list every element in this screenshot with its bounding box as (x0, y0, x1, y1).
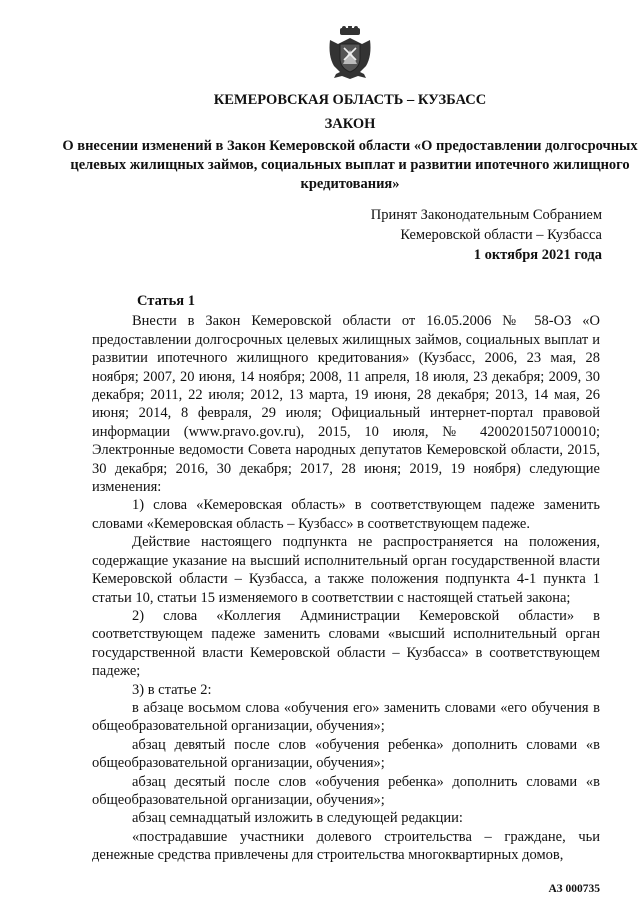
adoption-date: 1 октября 2021 года (473, 247, 602, 263)
paragraph: 1) слова «Кемеровская область» в соответствующем падеже заменить словами «Кемеровская область – Кузбасс» в соответствующем падеже. (92, 497, 600, 532)
coat-of-arms-icon (326, 26, 374, 80)
paragraph: 2) слова «Коллегия Администрации Кемеровской области» в соответствующем падеже заменить словами «высший исполнительный орган государственной власти Кемеровской области – Кузбасса» в соответствующем падеже; (92, 607, 600, 680)
adoption-line-1: Принят Законодательным Собранием (370, 207, 602, 223)
adoption-block (371, 205, 602, 265)
article-heading: Статья 1 (137, 293, 195, 309)
region-heading: КЕМЕРОВСКАЯ ОБЛАСТЬ – КУЗБАСС (213, 92, 487, 108)
document-serial-code: АЗ 000735 (548, 883, 600, 895)
paragraph: Действие настоящего подпункта не распространяется на положения, содержащие указание на высший исполнительный орган государственной власти Кемеровской области – Кузбасса, а также положения подпункта 4-1 пункта 1 статьи 10, статьи 15 изменяемого в соответствии с настоящей статьей закона; (92, 534, 600, 606)
paragraph: «пострадавшие участники долевого строительства – граждане, чьи денежные средства привлечены для строительства многоквартирных домов, (92, 828, 600, 864)
law-title: О внесении изменений в Закон Кемеровской области «О предоставлении долгосрочных целевых жилищных займов, социальных выплат и развитии ипотечного жилищного кредитования» (62, 138, 638, 192)
paragraph: абзац семнадцатый изложить в следующей редакции: (132, 810, 463, 827)
paragraph: 3) в статье 2: (132, 681, 212, 698)
paragraph: абзац десятый после слов «обучения ребенка» дополнить словами «в общеобразовательной организации, обучения»; (92, 773, 600, 808)
paragraph: Внести в Закон Кемеровской области от 16.05.2006 № 58-ОЗ «О предоставлении долгосрочных целевых жилищных займов, социальных выплат и развитии ипотечного жилищного кредитования» (Кузбасс, 2006, 23 мая, 28 ноября; 2007, 20 июня, 14 ноября; 2008, 11 апреля, 18 июля, 23 декабря; 2009, 30 декабря; 2011, 22 июля; 2012, 13 марта, 19 июня, 28 декабря; 2013, 14 мая, 26 июня; 2014, 8 февраля, 29 июля; Официальный интернет-портал правовой информации (www.pravo.gov.ru), 2015, 10 июля, № 4200201507100010; Электронные ведомости Совета народных депутатов Кемеровской области, 2015, 30 декабря; 2016, 30 декабря; 2017, 28 июня; 2019, 19 ноября) следующие изменения: (92, 313, 600, 496)
paragraph: абзац девятый после слов «обучения ребенка» дополнить словами «в общеобразовательной организации, обучения»; (92, 736, 600, 772)
article-body (92, 292, 600, 865)
doc-type-heading: ЗАКОН (324, 116, 376, 132)
adoption-line-2: Кемеровской области – Кузбасса (400, 227, 602, 243)
paragraph: в абзаце восьмом слова «обучения его» заменить словами «его обучения в общеобразовательной организации, обучения»; (92, 699, 600, 735)
